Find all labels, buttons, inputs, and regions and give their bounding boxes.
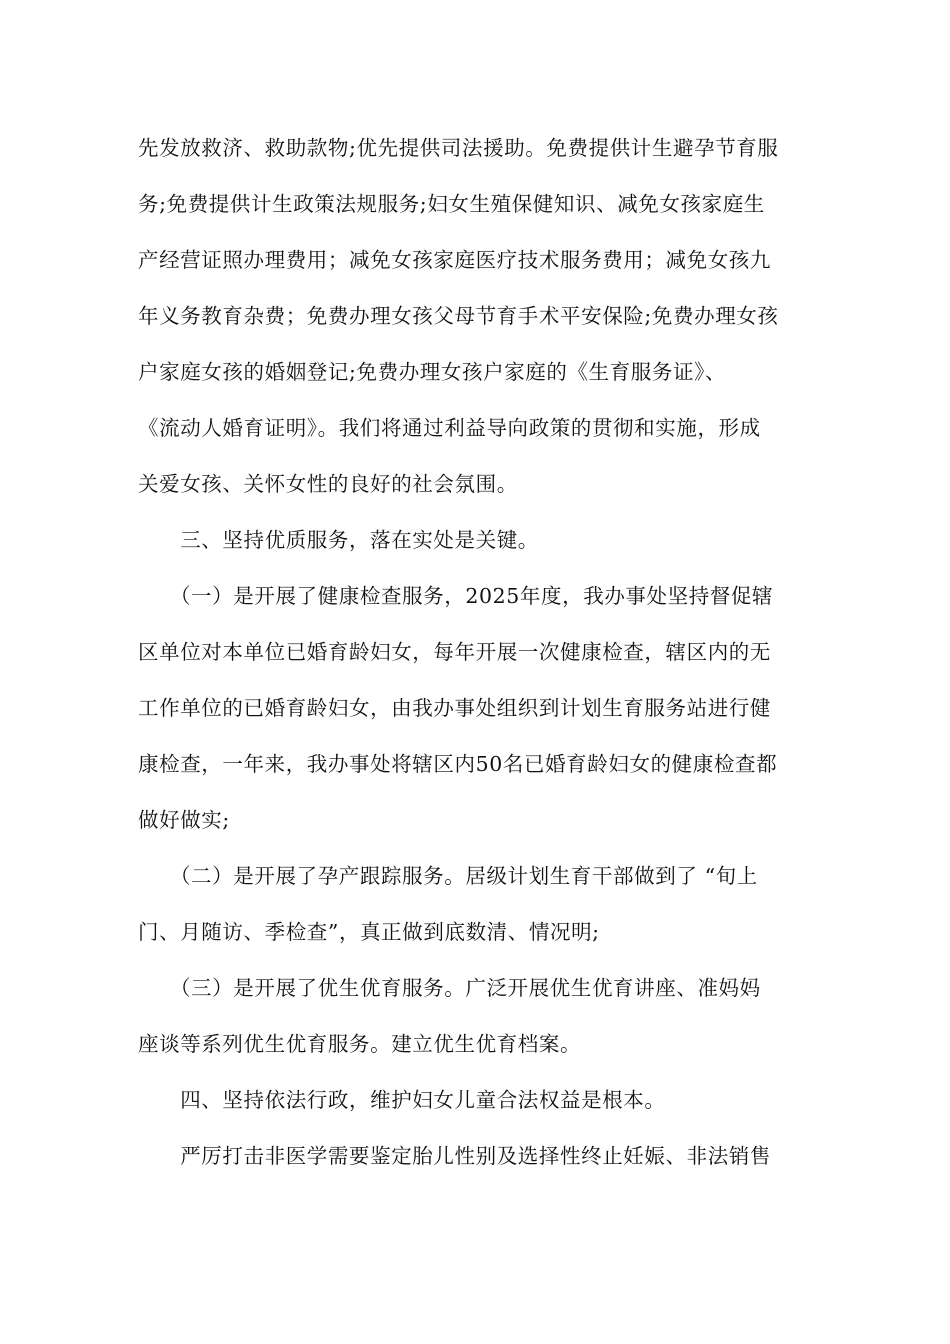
text-line: 关爱女孩、关怀女性的良好的社会氛围。 [138, 472, 518, 496]
text-line: 先发放救济、救助款物;优先提供司法援助。免费提供计生避孕节育服 [138, 136, 779, 160]
text-line: 务;免费提供计生政策法规服务;妇女生殖保健知识、减免女孩家庭生 [138, 192, 765, 216]
text-line: 区单位对本单位已婚育龄妇女，每年开展一次健康检查，辖区内的无 [138, 640, 771, 664]
section-heading: 三、坚持优质服务，落在实处是关键。 [138, 528, 539, 552]
text-line: 做好做实; [138, 808, 230, 832]
text-line: （一）是开展了健康检查服务，2025年度，我办事处坚持督促辖 [138, 584, 774, 608]
text-line: 《流动人婚育证明》。我们将通过利益导向政策的贯彻和实施，形成 [138, 416, 761, 440]
text-line: 产经营证照办理费用；减免女孩家庭医疗技术服务费用；减免女孩九 [138, 248, 771, 272]
text-line: 座谈等系列优生优育服务。建立优生优育档案。 [138, 1032, 582, 1056]
section-heading: 四、坚持依法行政，维护妇女儿童合法权益是根本。 [138, 1088, 666, 1112]
text-line: 门、月随访、季检查”，真正做到底数清、情况明; [138, 920, 600, 944]
text-line: 严厉打击非医学需要鉴定胎儿性别及选择性终止妊娠、非法销售 [138, 1144, 771, 1168]
text-line: 年义务教育杂费；免费办理女孩父母节育手术平安保险;免费办理女孩 [138, 304, 779, 328]
text-line: （三）是开展了优生优育服务。广泛开展优生优育讲座、准妈妈 [138, 976, 761, 1000]
text-line: 户家庭女孩的婚姻登记;免费办理女孩户家庭的《生育服务证》、 [138, 360, 727, 384]
text-line: （二）是开展了孕产跟踪服务。居级计划生育干部做到了 “旬上 [138, 864, 758, 888]
text-line: 工作单位的已婚育龄妇女，由我办事处组织到计划生育服务站进行健 [138, 696, 771, 720]
text-line: 康检查，一年来，我办事处将辖区内50名已婚育龄妇女的健康检查都 [138, 752, 778, 776]
document-body [138, 120, 828, 1184]
